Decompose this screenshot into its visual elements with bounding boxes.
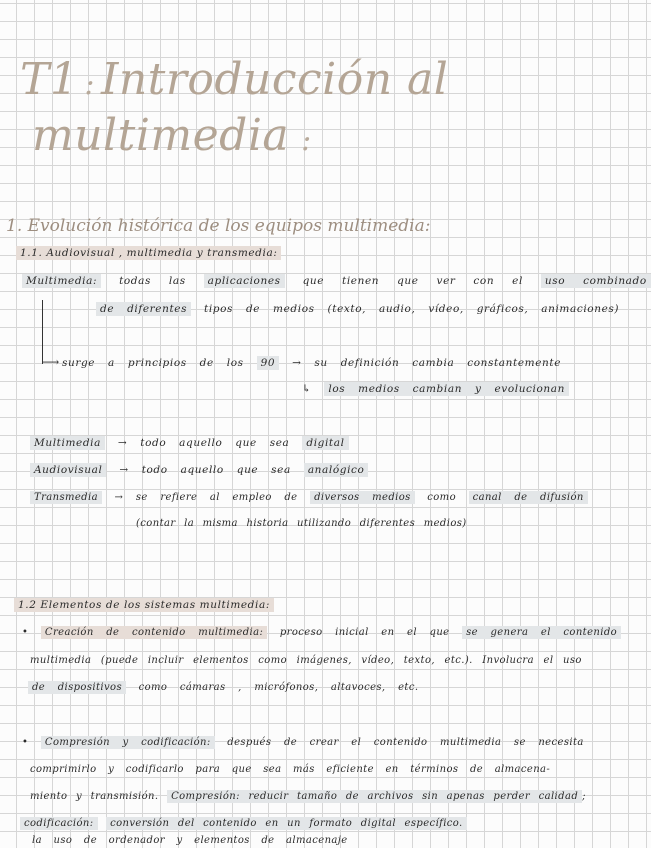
def-label: Multimedia	[30, 436, 105, 450]
text-span: ;	[582, 791, 586, 802]
bullet2-line1	[22, 737, 584, 748]
def-transmedia	[30, 492, 588, 503]
bullet1-line1	[22, 627, 621, 638]
highlight-combined-use: uso combinado	[541, 274, 651, 288]
title-colon-2: :	[301, 123, 312, 158]
subsection-heading-2	[14, 599, 274, 611]
text-span: que tienen que ver con el	[302, 275, 523, 287]
highlight-codification: codificación:	[20, 817, 98, 830]
subsection-title-2: 1.2 Elementos de los sistemas multimedia:	[14, 598, 274, 612]
bracket-arrow-icon: ⟶	[42, 355, 60, 369]
surge-line-2	[302, 383, 569, 395]
text-span: → todo aquello que sea	[117, 437, 290, 449]
highlight-analog: analógico	[304, 463, 369, 477]
def-label: Audiovisual	[30, 463, 106, 477]
highlight-generates: se genera el contenido	[462, 626, 621, 639]
bullet2-line3	[30, 791, 586, 802]
def-transmedia-paren: (contar la misma historia utilizando diferentes medios)	[136, 518, 467, 529]
section-heading: 1. Evolución histórica de los equipos multimedia:	[6, 216, 431, 236]
text-span: proceso inicial en el que	[279, 627, 450, 638]
def-label: Transmedia	[30, 491, 102, 504]
text-span: como	[427, 492, 456, 503]
page-title-line2	[32, 110, 312, 161]
text-span: tipos de medios (texto, audio, vídeo, gráficos, animaciones)	[204, 303, 620, 315]
bullet2-line2: comprimirlo y codificarlo para que sea más eficiente en términos de almacena-	[30, 764, 551, 775]
title-text-1: Introducción al	[100, 54, 449, 105]
multimedia-def-line1	[22, 275, 651, 287]
bullet2-label: Compresión y codificación:	[41, 736, 215, 749]
text-span: → su definición cambia constantemente	[292, 357, 562, 369]
def-audiovisual	[30, 464, 368, 476]
title-colon: :	[84, 67, 95, 102]
subsection-heading	[16, 247, 281, 259]
text-span: → se refiere al empleo de	[114, 492, 298, 503]
highlight-devices: de dispositivos	[28, 681, 126, 694]
bullet1-label: Creación de contenido multimedia:	[41, 626, 267, 639]
surge-line	[62, 357, 561, 369]
subsection-title: 1.1. Audiovisual , multimedia y transmedia:	[16, 246, 281, 260]
multimedia-def-line2	[96, 303, 619, 315]
highlight-90: 90	[257, 356, 280, 370]
def-multimedia	[30, 437, 349, 449]
text-span: miento y transmisión.	[30, 791, 159, 802]
bullet-icon: •	[22, 737, 29, 748]
title-code: T1	[20, 54, 79, 105]
highlight-different: de diferentes	[96, 302, 191, 316]
title-text-2: multimedia	[32, 110, 290, 161]
multimedia-label: Multimedia:	[22, 274, 101, 288]
bullet2-line5: la uso de ordenador y elementos de almacenaje	[32, 835, 348, 846]
highlight-compression: Compresión: reducir tamaño de archivos sin apenas perder calidad	[167, 790, 582, 803]
highlight-diverse-media: diversos medios	[310, 491, 415, 504]
text-span: surge a principios de los	[62, 357, 244, 369]
highlight-evolve: los medios cambian y evolucionan	[324, 382, 569, 396]
page-title-line1	[20, 54, 449, 105]
bullet-icon: •	[22, 627, 29, 638]
text-span: después de crear el contenido multimedia se necesita	[227, 737, 584, 748]
bullet1-line3	[28, 682, 418, 693]
highlight-conversion: conversión del contenido en un formato digital específico.	[106, 817, 467, 830]
text-span: como cámaras , micrófonos, altavoces, etc.	[138, 682, 419, 693]
highlight-channel: canal de difusión	[469, 491, 588, 504]
bullet1-line2: multimedia (puede incluir elementos como imágenes, vídeo, texto, etc.). Involucra el uso	[30, 655, 582, 666]
highlight-digital: digital	[302, 436, 348, 450]
highlight-applications: aplicaciones	[204, 274, 285, 288]
text-span: → todo aquello que sea	[119, 464, 291, 476]
text-span: todas las	[119, 275, 186, 287]
bullet2-line4	[20, 818, 467, 829]
arrow-icon: ↳	[302, 383, 312, 395]
